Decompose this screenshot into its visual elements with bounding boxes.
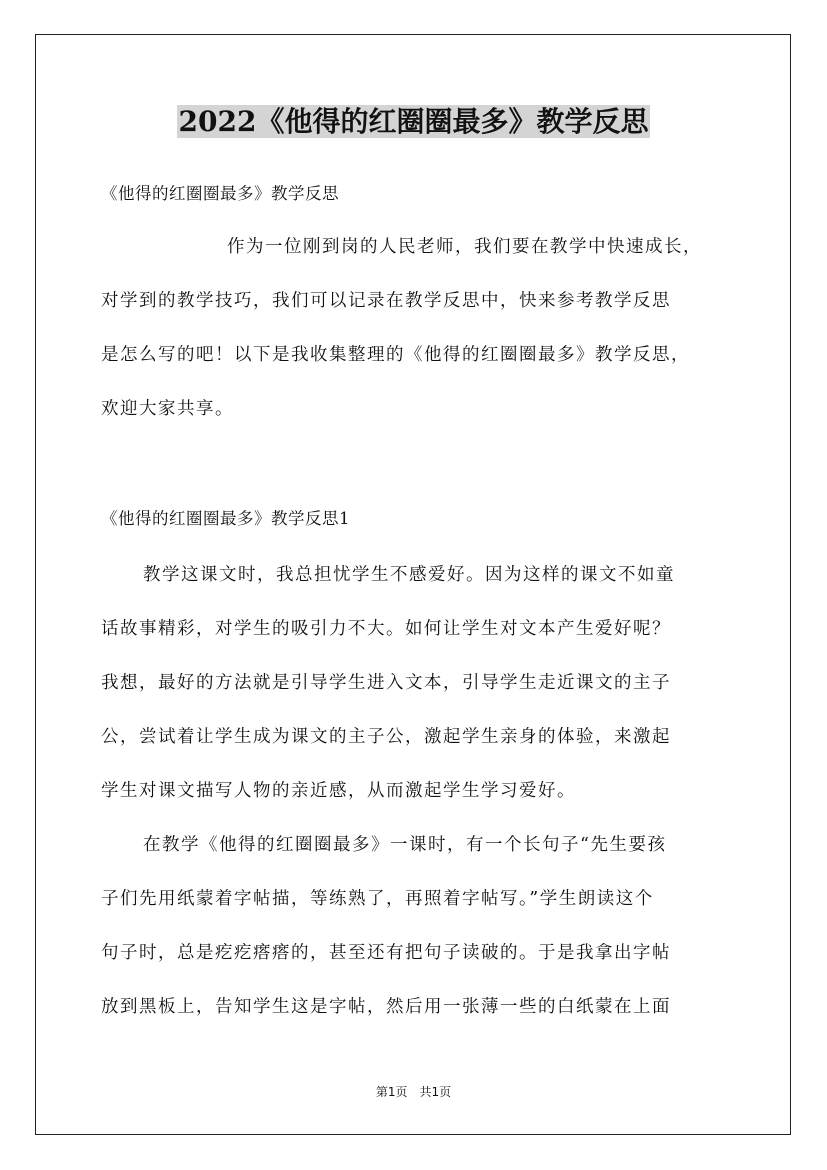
paragraph-line: 学生对课文描写人物的亲近感，从而激起学生学习爱好。	[101, 781, 576, 801]
paragraph-1	[101, 548, 741, 818]
document-subtitle: 《他得的红圈圈最多》教学反思	[101, 184, 339, 203]
paragraph-line: 放到黑板上，告知学生这是字帖，然后用一张薄一些的白纸蒙在上面	[101, 997, 671, 1017]
paragraph-line: 子们先用纸蒙着字帖描，等练熟了，再照着字帖写。”学生朗读这个	[101, 889, 654, 909]
intro-paragraph	[101, 220, 741, 436]
document-title-text: 2022《他得的红圈圈最多》教学反思	[178, 105, 649, 138]
paragraph-line: 公，尝试着让学生成为课文的主子公，激起学生亲身的体验，来激起	[101, 727, 671, 747]
intro-line: 作为一位刚到岗的人民老师，我们要在教学中快速成长，	[227, 237, 702, 257]
document-title	[0, 100, 827, 144]
intro-line: 对学到的教学技巧，我们可以记录在教学反思中，快来参考教学反思	[101, 291, 671, 311]
paragraph-line: 教学这课文时，我总担忧学生不感爱好。因为这样的课文不如童	[143, 565, 675, 585]
intro-line: 欢迎大家共享。	[101, 399, 234, 419]
paragraph-line: 在教学《他得的红圈圈最多》一课时，有一个长句子“先生要孩	[143, 835, 667, 855]
intro-line: 是怎么写的吧！以下是我收集整理的《他得的红圈圈最多》教学反思，	[101, 345, 690, 365]
section-heading: 《他得的红圈圈最多》教学反思1	[101, 509, 350, 528]
paragraph-line: 话故事精彩，对学生的吸引力不大。如何让学生对文本产生爱好呢？	[101, 619, 671, 639]
paragraph-line: 我想，最好的方法就是引导学生进入文本，引导学生走近课文的主子	[101, 673, 671, 693]
page-footer: 第1页 共1页	[375, 1085, 452, 1099]
paragraph-2	[101, 818, 741, 1034]
paragraph-line: 句子时，总是疙疙瘩瘩的，甚至还有把句子读破的。于是我拿出字帖	[101, 943, 671, 963]
